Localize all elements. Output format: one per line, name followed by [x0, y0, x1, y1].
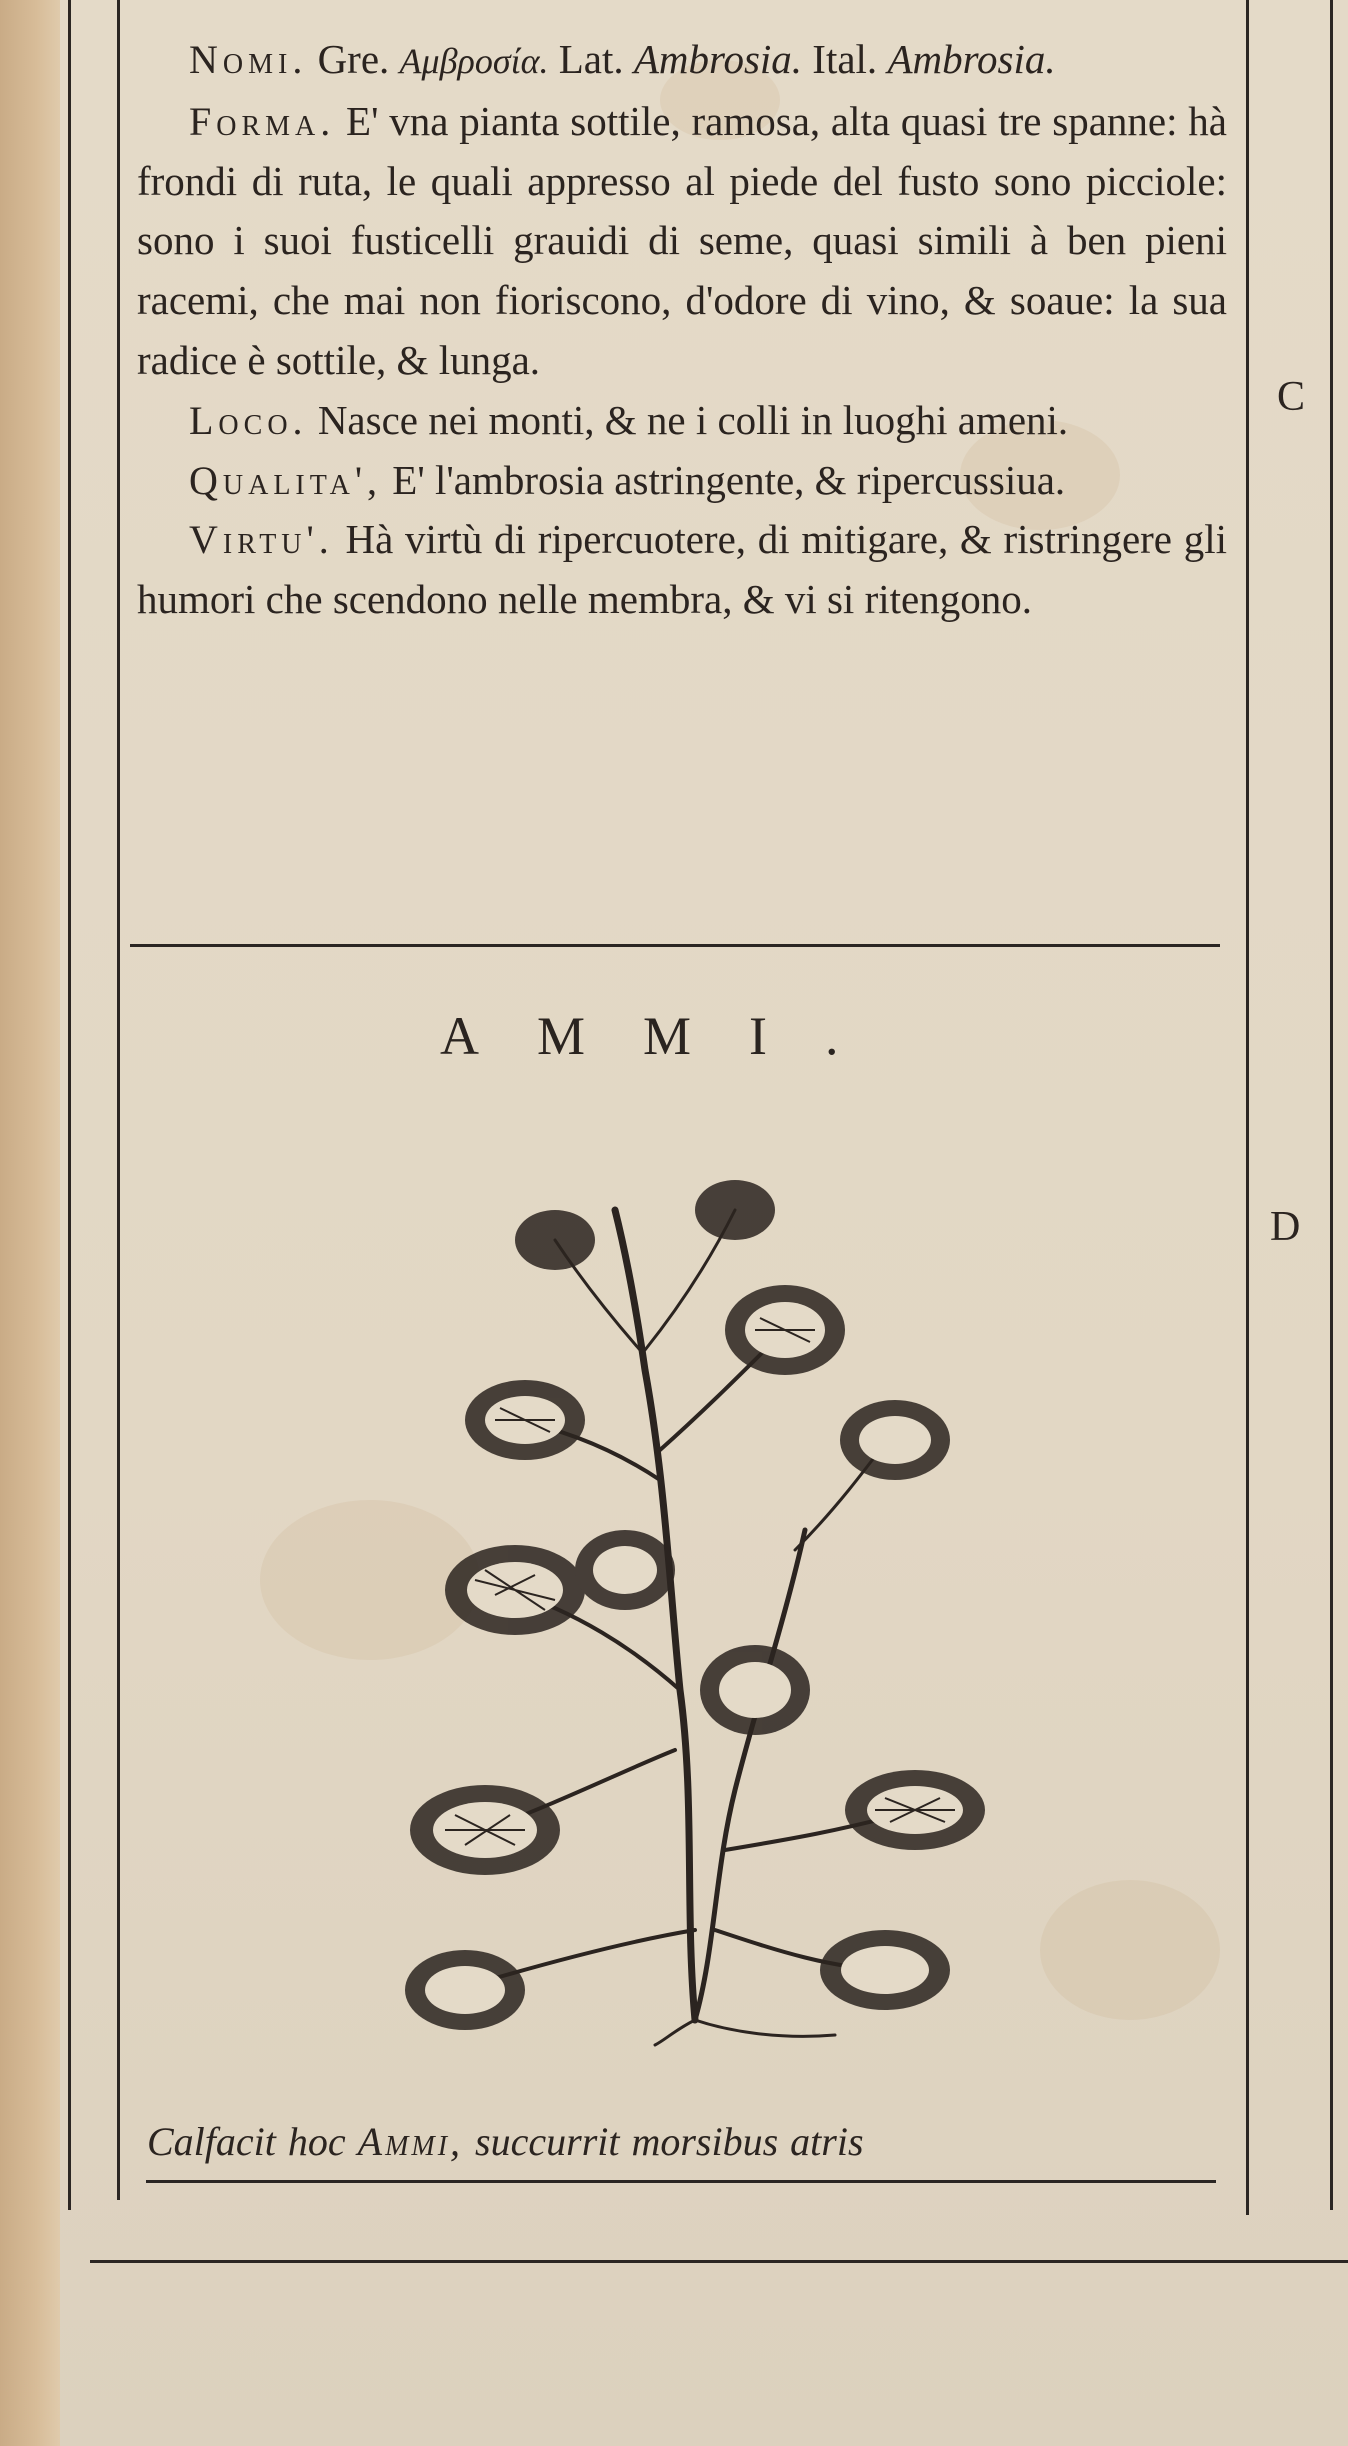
- loco-paragraph: [137, 391, 1227, 451]
- virtu-text: Hà virtù di ripercuotere, di mitigare, & ristringere gli humori che scendono nelle membra, & vi si ritengono.: [137, 516, 1227, 623]
- text-block: [137, 30, 1227, 630]
- greek-name: Αμβροσία.: [399, 41, 549, 81]
- frame-outer-right-line: [1330, 0, 1333, 2210]
- loco-label: Loco.: [189, 397, 308, 443]
- margin-letter-d: D: [1270, 1204, 1301, 1250]
- nomi-paragraph: Nomi. Gre. Αμβροσία. Lat. Ambrosia. Ital. Ambrosia.: [189, 36, 1056, 82]
- frame-left-line: [68, 0, 71, 2210]
- section-divider: [130, 944, 1220, 947]
- forma-paragraph: [137, 92, 1227, 391]
- plant-title: AMMI.: [440, 1006, 897, 1066]
- caption-rule: [146, 2180, 1216, 2183]
- ammi-plant-woodcut-icon: [395, 1150, 995, 2050]
- frame-right-line: [1246, 0, 1249, 2215]
- italian-name: Ambrosia.: [887, 36, 1056, 82]
- latin-caption: Calfacit hoc Ammi, succurrit morsibus atris: [147, 2119, 864, 2164]
- virtu-paragraph: [137, 510, 1227, 630]
- loco-text: Nasce nei monti, & ne i colli in luoghi ameni.: [307, 396, 1069, 443]
- latin-name: Ambrosia.: [633, 36, 803, 82]
- qualita-text: E' l'ambrosia astringente, & ripercussiua.: [382, 456, 1066, 503]
- caption-plant-name: Ammi,: [357, 2119, 464, 2164]
- forma-label: Forma.: [189, 98, 336, 144]
- virtu-label: Virtu'.: [189, 517, 334, 563]
- qualita-label: Qualita',: [189, 457, 383, 503]
- margin-letter-c: C: [1277, 374, 1306, 420]
- paper-stain: [1040, 1880, 1220, 2020]
- qualita-paragraph: [137, 451, 1227, 511]
- frame-inner-left-line: [117, 0, 120, 2200]
- forma-text: E' vna pianta sottile, ramosa, alta quasi tre spanne: hà frondi di ruta, le quali appresso al piede del fusto sono picciole: sono i suoi fusticelli grauidi di seme, quasi simili à ben pieni racemi, che mai non fioriscono, d'odore di vino, & soaue: la sua radice è sottile, & lunga.: [137, 97, 1227, 383]
- nomi-label: Nomi.: [189, 37, 308, 82]
- page-bottom-rule: [90, 2260, 1348, 2263]
